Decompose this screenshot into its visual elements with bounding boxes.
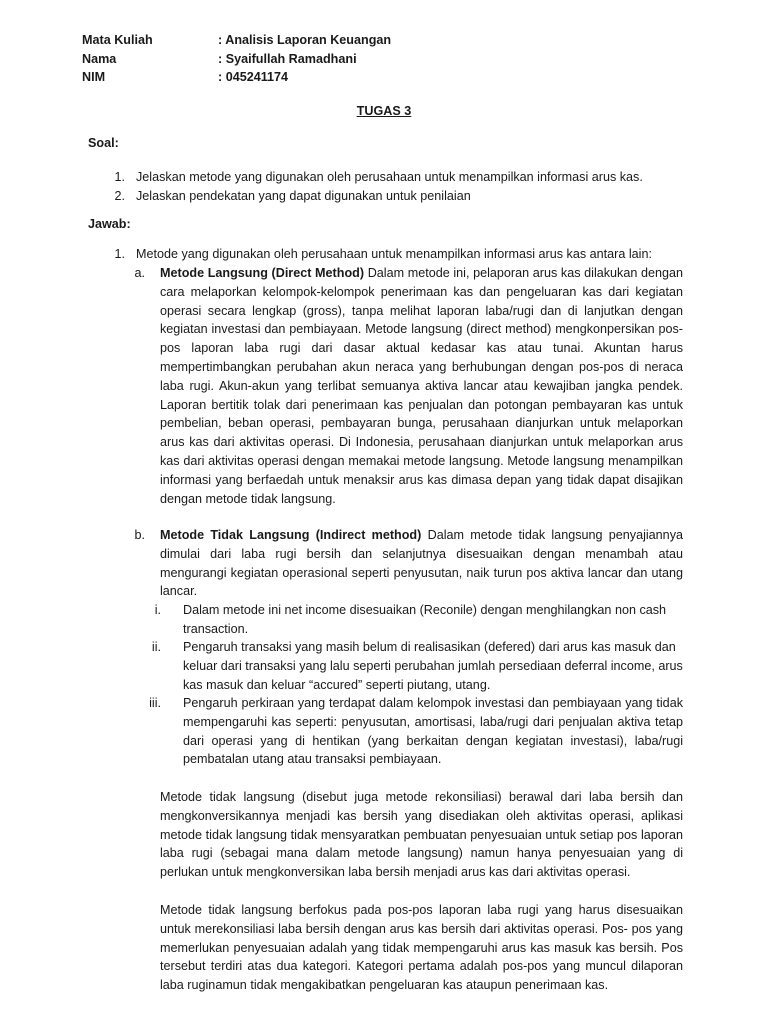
header-block <box>82 31 391 87</box>
subitem-number: ii. <box>151 640 161 654</box>
method-a-body: Dalam metode ini, pelaporan arus kas dilakukan dengan cara melaporkan kelompok-kelompok penerimaan kas dan pengeluaran kas dari kegiatan operasi secara lengkap (gross), tanpa melihat laporan laba/rugi dan di lanjutkan dengan kegiatan investasi dan pembiayaan. Metode langsung (direct method) mengkonpersikan pos-pos laporan laba rugi dari dasar aktual kedasar kas atau tunai. Akuntan harus mempertimbangkan perubahan akun neraca yang berhubungan dengan pos-pos di neraca laba rugi. Akun-akun yang terlibat semuanya aktiva lancar atau kewajiban jangka pendek. Laporan bertitik tolak dari penerimaan kas penjualan dan potongan pembayaran kas untuk pembelian, beban operasi, pembayaran bunga, perusahaan dianjurkan untuk melaporkan arus kas dari aktivitas operasi. Di Indonesia, perusahaan dianjurkan untuk melaporkan arus kas dari aktivitas operasi dengan memakai metode langsung. Metode langsung menampilkan informasi yang berfaedah untuk menaksir arus kas dimasa depan yang tidak dapat disajikan dengan metode tidak langsung. <box>160 266 684 506</box>
header-label: Nama <box>82 51 117 66</box>
soal-item-number: 2. <box>114 189 125 203</box>
header-row-name <box>82 50 391 69</box>
soal-item-number: 1. <box>114 170 125 184</box>
jawab-item-text: Metode yang digunakan oleh perusahaan untuk menampilkan informasi arus kas antara lain: <box>136 247 652 261</box>
page-title: TUGAS 3 <box>356 104 412 118</box>
subitem-number: iii. <box>149 696 161 710</box>
header-value: : 045241174 <box>218 70 289 85</box>
header-label: Mata Kuliah <box>82 33 153 47</box>
subitem-text: Pengaruh transaksi yang masih belum di realisasikan (defered) dari arus kas masuk dan keluar dari transaksi yang lalu seperti perubahan jumlah persediaan deferral income, arus kas masuk dan keluar “accured” seperti piutang, utang. <box>183 640 683 692</box>
subitem-text: Pengaruh perkiraan yang terdapat dalam kelompok investasi dan pembiayaan yang tidak mempengaruhi kas seperti: penyusutan, amortisasi, laba/rugi dari penjualan aktiva tetap dari operasi yang di hentikan (yang berkaitan dengan kegiatan investasi), laba/rugi pembatalan utang atau transaksi pembiayaan. <box>183 696 683 767</box>
method-a-title: Metode Langsung (Direct Method) <box>160 266 365 280</box>
indirect-paragraph-2: Metode tidak langsung berfokus pada pos-pos laporan laba rugi yang harus disesuaikan untuk merekonsiliasi laba bersih dengan arus kas bersih dari aktivitas operasi. Pos- pos yang memerlukan penyesuaian adalah yang tidak mempengaruhi arus kas masuk kas bersih. Pos tersebut terdiri atas dua kategori. Kategori pertama adalah pos-pos yang muncul dilaporan laba ruginamun tidak mengakibatkan pengeluaran kas ataupun penerimaan kas. <box>160 903 683 993</box>
jawab-label: Jawab: <box>88 217 131 231</box>
header-row-course <box>82 31 391 50</box>
method-b-paragraph <box>160 526 683 601</box>
method-b-title: Metode Tidak Langsung (Indirect method) <box>160 528 422 542</box>
header-row-nim <box>82 68 391 87</box>
header-value: : Syaifullah Ramadhani <box>218 51 357 66</box>
soal-item-text: Jelaskan pendekatan yang dapat digunakan untuk penilaian <box>136 189 471 203</box>
header-value: : Analisis Laporan Keuangan <box>218 33 392 47</box>
subitem-number: i. <box>154 603 161 617</box>
subitem-text: Dalam metode ini net income disesuaikan (Reconile) dengan menghilangkan non cash transaction. <box>183 603 667 636</box>
method-b-body: Dalam metode tidak langsung penyajiannya dimulai dari laba rugi bersih dan selanjutnya disesuaikan dengan menambah atau mengurangi kegiatan operasional seperti penyusutan, naik turun pos aktiva lancar dan utang lancar. <box>160 528 683 599</box>
header-label: NIM <box>82 70 106 85</box>
jawab-item-number: 1. <box>114 247 125 261</box>
soal-item-text: Jelaskan metode yang digunakan oleh perusahaan untuk menampilkan informasi arus kas. <box>136 170 643 184</box>
method-b-letter: b. <box>134 528 145 542</box>
indirect-paragraph-1: Metode tidak langsung (disebut juga metode rekonsiliasi) berawal dari laba bersih dan mengkonversikannya menjadi kas bersih yang disediakan oleh aktivitas operasi, aplikasi metode tidak langsung tidak mensyaratkan pembuatan penyesuaian untuk setiap pos laporan laba rugi (sebagai mana dalam metode langsung) namun hanya penyesuaian yang di perlukan untuk mengkonversikan laba bersih menjadi arus kas dari aktivitas operasi. <box>160 790 683 880</box>
soal-label: Soal: <box>88 136 119 150</box>
method-a-letter: a. <box>134 266 145 280</box>
method-a-paragraph <box>160 264 683 508</box>
